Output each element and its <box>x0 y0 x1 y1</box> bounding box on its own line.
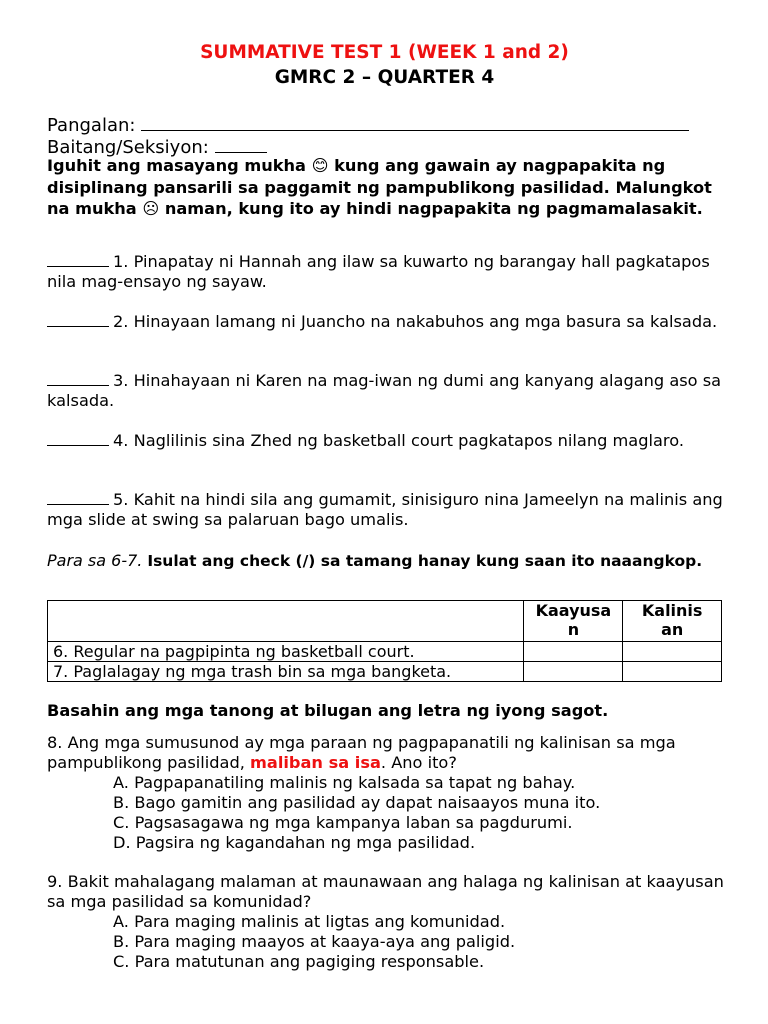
list-item <box>47 312 727 332</box>
check-cell[interactable] <box>524 642 623 662</box>
item-text: 5. Kahit na hindi sila ang gumamit, sinisiguro nina Jameelyn na malinis ang mga slide at swing sa palaruan bago umalis. <box>47 490 723 529</box>
item-text: 2. Hinayaan lamang ni Juancho na nakabuhos ang mga basura sa kalsada. <box>113 312 718 331</box>
option-b[interactable]: B. Para maging maayos at kaaya-aya ang paligid. <box>113 932 516 951</box>
table-header-row <box>48 601 722 642</box>
options-list <box>47 773 727 853</box>
column-header-kalinisan: Kalinis an <box>623 601 722 642</box>
test-subtitle: GMRC 2 – QUARTER 4 <box>274 67 495 88</box>
item-text: 1. Pinapatay ni Hannah ang ilaw sa kuwarto ng barangay hall pagkatapos nila mag-ensayo ng sayaw. <box>47 252 710 291</box>
check-cell[interactable] <box>623 662 722 682</box>
test-title: SUMMATIVE TEST 1 (WEEK 1 and 2) <box>200 42 569 63</box>
option-b[interactable]: B. Bago gamitin ang pasilidad ay dapat naisaayos muna ito. <box>113 793 601 812</box>
section-blank[interactable] <box>215 134 267 153</box>
name-label: Pangalan: <box>47 115 136 136</box>
item-text: 3. Hinahayaan ni Karen na mag-iwan ng dumi ang kanyang alagang aso sa kalsada. <box>47 371 722 410</box>
option-a[interactable]: A. Pagpapanatiling malinis ng kalsada sa tapat ng bahay. <box>113 773 576 792</box>
answer-blank[interactable] <box>47 252 109 267</box>
instructions: Iguhit ang masayang mukha 😊 kung ang gawain ay nagpapakita ng disiplinang pansarili sa paggamit ng pampublikong pasilidad. Malungkot na mukha ☹ naman, kung ito ay hindi nagpapakita ng pagmamalasakit. <box>47 156 712 218</box>
check-cell[interactable] <box>623 642 722 662</box>
option-c[interactable]: C. Para matutunan ang pagiging responsable. <box>113 952 485 971</box>
list-item <box>47 490 727 530</box>
question-9 <box>47 872 727 972</box>
question-8 <box>47 733 727 853</box>
question-stem: 9. Bakit mahalagang malaman at maunawaan ang halaga ng kalinisan at kaayusan sa mga pasilidad sa komunidad? <box>47 872 724 911</box>
part2-text: Isulat ang check (/) sa tamang hanay kung saan ito naaangkop. <box>147 552 703 570</box>
column-header-kaayusan: Kaayusa n <box>524 601 623 642</box>
part2-lead: Para sa 6-7. <box>47 551 143 570</box>
stem-text-end: . Ano ito? <box>380 753 457 772</box>
check-table <box>47 600 722 682</box>
row-label: 6. Regular na pagpipinta ng basketball court. <box>48 642 524 662</box>
list-item <box>47 371 727 411</box>
answer-blank[interactable] <box>47 312 109 327</box>
table-row <box>48 642 722 662</box>
question-stem <box>47 733 727 773</box>
name-blank[interactable] <box>141 112 689 131</box>
row-label: 7. Paglalagay ng mga trash bin sa mga bangketa. <box>48 662 524 682</box>
option-d[interactable]: D. Pagsira ng kagandahan ng mga pasilidad. <box>113 833 476 852</box>
name-field <box>47 112 689 136</box>
option-c[interactable]: C. Pagsasagawa ng mga kampanya laban sa pagdurumi. <box>113 813 573 832</box>
table-row <box>48 662 722 682</box>
stem-emphasis: maliban sa isa <box>250 753 381 772</box>
section-label: Baitang/Seksiyon: <box>47 137 209 158</box>
options-list <box>47 912 727 972</box>
check-cell[interactable] <box>524 662 623 682</box>
part3-instruction: Basahin ang mga tanong at bilugan ang letra ng iyong sagot. <box>47 701 609 720</box>
item-text: 4. Naglilinis sina Zhed ng basketball court pagkatapos nilang maglaro. <box>113 431 684 450</box>
part2-instruction <box>47 550 727 572</box>
list-item <box>47 252 727 292</box>
answer-blank[interactable] <box>47 490 109 505</box>
table-blank-header <box>48 601 524 642</box>
option-a[interactable]: A. Para maging malinis at ligtas ang komunidad. <box>113 912 506 931</box>
stem-text: 8. Ang mga sumusunod ay mga paraan ng pagpapanatili ng kalinisan sa mga pampublikong pasilidad, <box>47 733 676 772</box>
answer-blank[interactable] <box>47 431 109 446</box>
answer-blank[interactable] <box>47 371 109 386</box>
list-item <box>47 431 727 451</box>
